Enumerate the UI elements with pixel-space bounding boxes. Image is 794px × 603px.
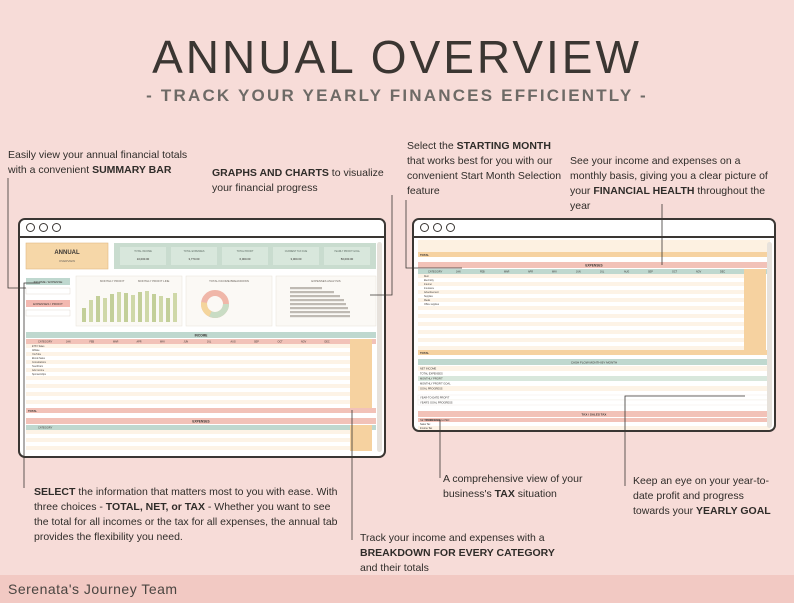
net-row xyxy=(418,371,770,376)
month-header: JUL xyxy=(600,270,605,274)
tax-header: TAX / SALES TAX xyxy=(581,412,607,417)
table-row xyxy=(26,360,350,364)
income-total-row xyxy=(26,408,376,413)
profit-bar xyxy=(131,295,135,322)
category-cell: Meals xyxy=(424,300,431,302)
month-header: DEC xyxy=(324,340,330,344)
net-row xyxy=(418,381,770,386)
tax-row xyxy=(418,422,770,426)
month-header: SEP xyxy=(254,340,259,344)
net-row-label: NET INCOME xyxy=(420,367,437,371)
table-row xyxy=(418,322,744,326)
ytd-row-label: YEAR-TO-DATE PROFIT xyxy=(420,396,450,400)
table-row xyxy=(418,326,744,330)
annual-overview-sheet xyxy=(20,238,384,456)
net-row xyxy=(418,376,770,381)
right-expenses-column-header xyxy=(418,269,770,274)
month-header: NOV xyxy=(696,270,702,274)
table-row xyxy=(418,278,744,282)
expense-bar xyxy=(290,287,322,289)
profit-bar xyxy=(82,308,86,322)
expense-bar xyxy=(290,303,346,305)
income-total-column xyxy=(350,339,372,408)
note-graphs: GRAPHS AND CHARTS to visualize your financial progress xyxy=(212,167,384,194)
left-browser-window xyxy=(18,218,386,458)
table-row xyxy=(26,368,350,372)
expense-bar xyxy=(290,307,348,309)
month-header: APR xyxy=(136,340,142,344)
month-header: NOV xyxy=(301,340,307,344)
month-header: AUG xyxy=(624,270,630,274)
income-category-label: CATEGORY xyxy=(38,340,53,344)
table-row xyxy=(418,346,744,350)
table-row xyxy=(418,318,744,322)
right-total-column xyxy=(744,269,766,350)
window-maximize-dot[interactable] xyxy=(446,223,455,232)
right-total-row xyxy=(418,350,770,355)
profit-bar xyxy=(117,292,121,322)
side-label-expenses: EXPENSES / PROFIT xyxy=(33,302,63,306)
expenses-header: EXPENSES xyxy=(192,419,210,424)
month-header: JAN xyxy=(66,340,71,344)
category-cell: Ebook Sales xyxy=(32,358,45,360)
income-column-header xyxy=(26,339,376,344)
kpi-value: 3,000.00 xyxy=(290,257,302,261)
table-row xyxy=(418,310,744,314)
category-cell: TeachCam xyxy=(32,366,43,368)
table-row xyxy=(418,314,744,318)
net-row-label: MONTHLY PROFIT GOAL xyxy=(420,382,451,386)
window-close-dot[interactable] xyxy=(420,223,429,232)
profit-bar xyxy=(138,292,142,322)
tax-row xyxy=(418,418,770,422)
net-row xyxy=(418,386,770,391)
chart-title-income-breakdown: TOTAL INCOME BREAKDOWN xyxy=(209,279,249,283)
window-minimize-dot[interactable] xyxy=(39,223,48,232)
table-row xyxy=(418,334,744,338)
month-header: DEC xyxy=(720,270,726,274)
right-total-label: TOTAL xyxy=(420,350,430,355)
table-row xyxy=(418,298,744,302)
ytd-row xyxy=(418,395,770,400)
footer-bar xyxy=(0,575,794,603)
profit-bar xyxy=(145,291,149,322)
table-row xyxy=(26,356,350,360)
month-header: FEB xyxy=(480,270,485,274)
tax-row-label: Sales Tax xyxy=(420,423,431,426)
table-row xyxy=(418,342,744,346)
brand-name: Serenata's Journey Team xyxy=(8,581,178,597)
tax-row xyxy=(418,426,770,430)
tax-row-label: Income Tax xyxy=(420,427,433,430)
net-row-label: MONTHLY PROFIT xyxy=(420,377,443,381)
expenses-column-header xyxy=(26,425,376,430)
table-row xyxy=(418,290,744,294)
month-header: AUG xyxy=(230,340,236,344)
kpi-label: YEARLY PROFIT GOAL xyxy=(334,250,360,253)
note-breakdown: Track your income and expenses with a BREAKDOWN FOR EVERY CATEGORY and their totals xyxy=(360,532,555,574)
profit-bar xyxy=(110,294,114,322)
category-cell: Insurance xyxy=(424,288,435,290)
table-row xyxy=(418,274,744,278)
category-cell: Rent xyxy=(424,276,429,278)
month-header: JUN xyxy=(183,340,189,344)
kpi-value: 6,000.00 xyxy=(239,257,251,261)
expense-bar xyxy=(290,315,350,317)
chart-title-monthly-profit: MONTHLY PROFIT xyxy=(100,279,125,283)
profit-bar xyxy=(152,294,156,322)
view-select[interactable] xyxy=(26,310,70,316)
table-row xyxy=(26,396,350,400)
month-header: MAY xyxy=(552,270,558,274)
month-header: JAN xyxy=(456,270,461,274)
category-cell: Consultations xyxy=(32,362,46,364)
category-cell: YouTube xyxy=(32,354,42,356)
expense-bar xyxy=(290,311,350,313)
table-row xyxy=(26,392,350,396)
note-select-info: SELECT the information that matters most to you with ease. With three choices - TOTAL, NET, or TAX - Whether you want to see the total for all incomes or the tax for all expenses, the annual tab provides the flexibility you need. xyxy=(34,486,338,543)
table-row xyxy=(418,286,744,290)
month-header: MAR xyxy=(504,270,510,274)
expense-bar xyxy=(290,299,344,301)
right-window-scrollbar[interactable] xyxy=(767,242,772,428)
cash-flow-header: CASH FLOW MONTH BY MONTH xyxy=(570,360,618,365)
expense-bar xyxy=(290,291,334,293)
month-header: MAR xyxy=(113,340,119,344)
profit-bar xyxy=(159,296,163,322)
table-row xyxy=(26,388,350,392)
start-month-select[interactable] xyxy=(26,288,70,294)
kpi-label: TOTAL EXPENSES xyxy=(183,250,205,253)
income-total-label: TOTAL xyxy=(28,408,38,413)
table-row xyxy=(26,380,350,384)
profit-bar xyxy=(166,298,170,322)
month-header: OCT xyxy=(672,270,678,274)
note-starting-month: Select the STARTING MONTH that works best for you with our convenient Start Month Selection feature xyxy=(407,140,562,197)
table-row xyxy=(26,430,350,434)
tax-row-label: NET TAXES CALCULATED xyxy=(420,419,450,422)
category-cell: Internet xyxy=(424,284,432,286)
table-row xyxy=(418,294,744,298)
net-row-label: TOTAL EXPENSES xyxy=(420,372,443,376)
category-cell: Office supplies xyxy=(424,304,440,306)
table-row xyxy=(26,348,350,352)
table-row xyxy=(26,438,350,442)
category-cell: ETSY Sales xyxy=(32,346,45,348)
chart-title-expenses-analysis: EXPENSES ANALYSIS xyxy=(311,279,341,283)
profit-bar xyxy=(103,298,107,322)
table-row xyxy=(418,338,744,342)
left-window-scrollbar[interactable] xyxy=(377,242,382,452)
category-cell: Sponsorships xyxy=(32,374,46,376)
table-row xyxy=(26,376,350,380)
expenses-sheet xyxy=(414,238,774,430)
ytd-row-label: YEAR'S GOAL PROGRESS xyxy=(420,401,453,405)
income-breakdown-panel xyxy=(186,276,272,326)
note-yearly-goal: Keep an eye on your year-to-date profit and progress towards your YEARLY GOAL xyxy=(633,475,771,517)
profit-bar xyxy=(96,296,100,322)
month-header: JUN xyxy=(576,270,581,274)
table-row xyxy=(26,400,350,404)
note-tax: A comprehensive view of your business's TAX situation xyxy=(443,473,583,500)
month-header: FEB xyxy=(89,340,95,344)
kpi-value: 50,000.00 xyxy=(340,257,354,261)
category-cell: Electricity xyxy=(424,280,434,282)
table-row xyxy=(26,404,350,408)
month-header: OCT xyxy=(277,340,283,344)
prev-total-row xyxy=(418,252,770,257)
page-title: ANNUAL OVERVIEW xyxy=(152,31,642,83)
table-row xyxy=(418,306,744,310)
kpi-value: 10,000.00 xyxy=(136,257,150,261)
table-row xyxy=(26,442,350,446)
right-browser-window xyxy=(412,218,776,432)
side-label-income: INCOME / EXPENSE xyxy=(33,280,63,284)
window-maximize-dot[interactable] xyxy=(52,223,61,232)
category-cell: Ads Income xyxy=(32,370,45,372)
income-header: INCOME xyxy=(194,333,208,338)
page-subtitle: - TRACK YOUR YEARLY FINANCES EFFICIENTLY - xyxy=(146,86,648,105)
table-row xyxy=(418,302,744,306)
right-window-titlebar xyxy=(414,220,774,238)
table-row xyxy=(418,330,744,334)
table-row xyxy=(26,372,350,376)
annual-title: ANNUAL xyxy=(54,250,80,256)
note-financial-health: See your income and expenses on a monthly basis, giving you a clear picture of your FINANCIAL HEALTH throughout the year xyxy=(570,155,768,212)
ytd-row xyxy=(418,400,770,405)
chart-title-monthly-profit-line: MONTHLY PROFIT LINE xyxy=(138,279,170,283)
expenses-category-label: CATEGORY xyxy=(38,426,53,430)
kpi-value: 3,770.00 xyxy=(188,257,200,261)
prev-income-rows xyxy=(418,240,770,254)
window-minimize-dot[interactable] xyxy=(433,223,442,232)
expenses-total-column xyxy=(350,425,372,451)
table-row xyxy=(26,434,350,438)
table-row xyxy=(418,282,744,286)
right-expenses-header: EXPENSES xyxy=(585,263,603,268)
kpi-label: TOTAL PROFIT xyxy=(236,250,254,253)
month-header: APR xyxy=(528,270,533,274)
category-cell: Advertisement xyxy=(424,292,439,294)
month-header: SEP xyxy=(648,270,653,274)
window-close-dot[interactable] xyxy=(26,223,35,232)
net-row-label: GOAL PROGRESS xyxy=(420,387,443,391)
month-header: MAY xyxy=(160,340,166,344)
table-row xyxy=(26,446,350,450)
table-row xyxy=(26,384,350,388)
table-row xyxy=(26,352,350,356)
annual-subtitle: OVERVIEW xyxy=(58,259,76,263)
profit-bar xyxy=(124,293,128,322)
category-cell: Supplies xyxy=(424,296,433,298)
net-row xyxy=(418,366,770,371)
annual-title-box xyxy=(26,243,108,269)
table-row xyxy=(26,344,350,348)
profit-bar xyxy=(89,300,93,322)
right-category-label: CATEGORY xyxy=(428,270,443,274)
month-header: JUL xyxy=(207,340,212,344)
expense-bar xyxy=(290,295,340,297)
table-row xyxy=(26,364,350,368)
category-cell: Affiliate xyxy=(32,350,40,352)
note-summary-bar: Easily view your annual financial totals with a convenient SUMMARY BAR xyxy=(8,149,188,176)
kpi-label: CURRENT TAX DUE xyxy=(284,250,308,253)
left-window-titlebar xyxy=(20,220,384,238)
profit-bar xyxy=(173,293,177,322)
prev-total-label: TOTAL xyxy=(420,252,430,257)
kpi-label: TOTAL INCOME xyxy=(134,250,152,253)
